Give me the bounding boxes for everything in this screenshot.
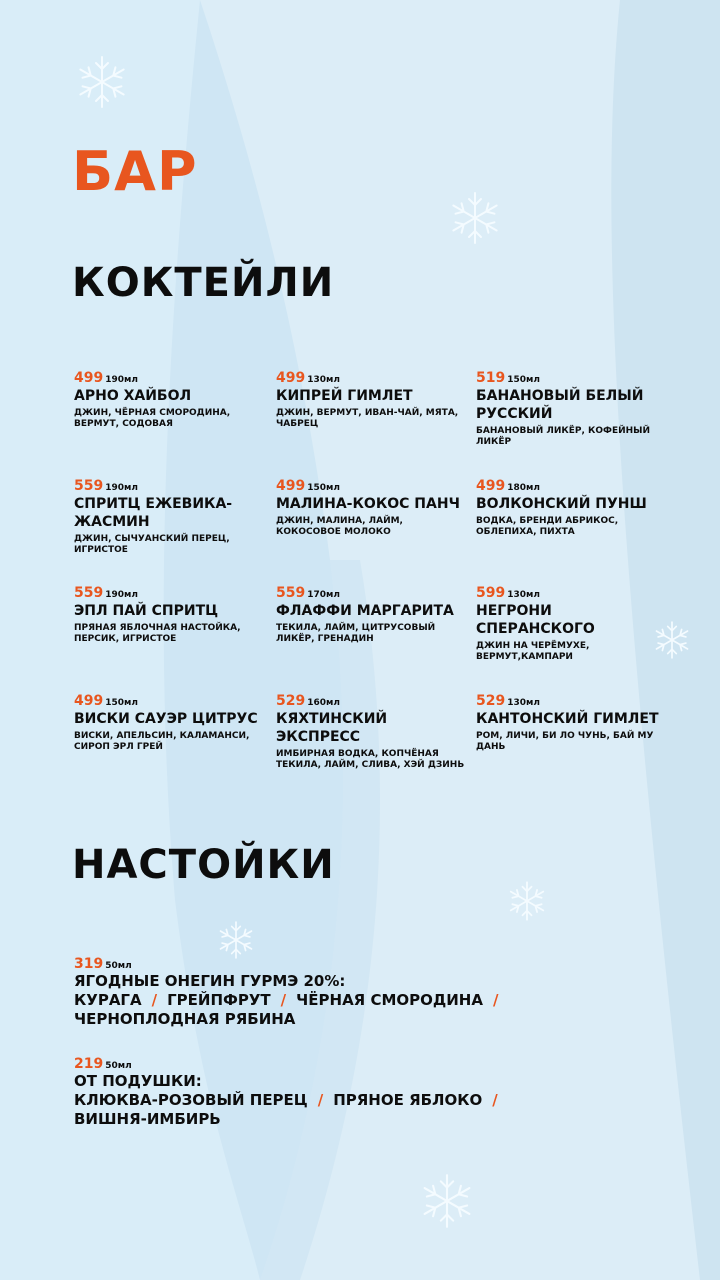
price-line	[276, 477, 466, 493]
tincture-name: ЯГОДНЫЕ ОНЕГИН ГУРМЭ 20%:	[74, 972, 346, 990]
flavor-separator: /	[492, 991, 499, 1009]
price: 559	[74, 478, 104, 494]
cocktail-item	[476, 477, 666, 538]
volume: 150мл	[307, 483, 340, 493]
snowflake-icon	[74, 54, 130, 110]
price-line	[74, 477, 264, 493]
price: 559	[276, 585, 306, 601]
price: 499	[74, 693, 104, 709]
price-line	[74, 584, 264, 600]
cocktail-item	[276, 584, 466, 645]
price-line	[74, 955, 544, 971]
volume: 130мл	[307, 375, 340, 385]
volume: 150мл	[105, 698, 138, 708]
cocktail-ingredients: ИМБИРНАЯ ВОДКА, КОПЧЁНАЯ ТЕКИЛА, ЛАЙМ, СЛИВА, ХЭЙ ДЗИНЬ	[276, 749, 465, 770]
snowflake-icon	[447, 190, 503, 246]
cocktail-item	[74, 369, 264, 430]
cocktail-item	[74, 584, 264, 645]
cocktail-ingredients: ДЖИН НА ЧЕРЁМУХЕ, ВЕРМУТ,КАМПАРИ	[476, 641, 590, 662]
price-line	[476, 369, 666, 385]
cocktail-item	[276, 692, 466, 771]
snowflake-icon	[506, 880, 548, 922]
cocktail-item	[276, 369, 466, 430]
price: 499	[276, 370, 306, 386]
volume: 50мл	[105, 961, 132, 971]
price-line	[276, 369, 466, 385]
cocktail-ingredients: ВОДКА, БРЕНДИ АБРИКОС, ОБЛЕПИХА, ПИХТА	[476, 516, 619, 537]
price: 559	[74, 585, 104, 601]
tincture-item	[74, 1055, 544, 1129]
cocktail-name: КАНТОНСКИЙ ГИМЛЕТ	[476, 711, 659, 727]
page-title: БАР	[72, 140, 198, 203]
cocktail-name: КИПРЕЙ ГИМЛЕТ	[276, 388, 413, 404]
price: 319	[74, 956, 104, 972]
cocktail-item	[476, 584, 666, 663]
tincture-flavor: КУРАГА	[74, 991, 142, 1009]
price-line	[74, 369, 264, 385]
cocktail-item	[476, 692, 666, 753]
price: 499	[276, 478, 306, 494]
volume: 160мл	[307, 698, 340, 708]
cocktail-item	[74, 692, 264, 753]
price-line	[74, 692, 264, 708]
cocktail-ingredients: ВИСКИ, АПЕЛЬСИН, КАЛАМАНСИ, СИРОП ЭРЛ ГРЕЙ	[74, 731, 250, 752]
price: 499	[74, 370, 104, 386]
cocktail-ingredients: ДЖИН, СЫЧУАНСКИЙ ПЕРЕЦ, ИГРИСТОЕ	[74, 534, 230, 555]
volume: 130мл	[507, 590, 540, 600]
cocktail-ingredients: ДЖИН, ВЕРМУТ, ИВАН-ЧАЙ, МЯТА, ЧАБРЕЦ	[276, 408, 459, 429]
cocktail-name: НЕГРОНИ СПЕРАНСКОГО	[476, 603, 595, 637]
cocktail-ingredients: ТЕКИЛА, ЛАЙМ, ЦИТРУСОВЫЙ ЛИКЁР, ГРЕНАДИН	[276, 623, 436, 644]
cocktail-name: ВИСКИ САУЭР ЦИТРУС	[74, 711, 258, 727]
volume: 50мл	[105, 1061, 132, 1071]
price: 599	[476, 585, 506, 601]
flavor-separator: /	[151, 991, 158, 1009]
cocktail-ingredients: РОМ, ЛИЧИ, БИ ЛО ЧУНЬ, БАЙ МУ ДАНЬ	[476, 731, 654, 752]
volume: 190мл	[105, 483, 138, 493]
snowflake-icon	[418, 1172, 476, 1230]
flavor-separator: /	[492, 1091, 498, 1109]
tincture-flavor: КЛЮКВА-РОЗОВЫЙ ПЕРЕЦ	[74, 1091, 308, 1109]
tincture-flavors	[74, 991, 544, 1029]
price-line	[276, 584, 466, 600]
volume: 180мл	[507, 483, 540, 493]
price-line	[476, 584, 666, 600]
price: 519	[476, 370, 506, 386]
volume: 130мл	[507, 698, 540, 708]
cocktail-name: КЯХТИНСКИЙ ЭКСПРЕСС	[276, 711, 388, 745]
cocktail-ingredients: ДЖИН, МАЛИНА, ЛАЙМ, КОКОСОВОЕ МОЛОКО	[276, 516, 403, 537]
price-line	[74, 1055, 544, 1071]
snowflake-icon	[216, 920, 256, 960]
cocktail-ingredients: БАНАНОВЫЙ ЛИКЁР, КОФЕЙНЫЙ ЛИКЁР	[476, 426, 651, 447]
cocktail-name: ЭПЛ ПАЙ СПРИТЦ	[74, 603, 219, 619]
cocktails-section-title: КОКТЕЙЛИ	[72, 260, 335, 306]
tincture-flavor: ЧЕРНОПЛОДНАЯ РЯБИНА	[74, 1010, 296, 1028]
flavor-separator: /	[317, 1091, 324, 1109]
flavor-separator: /	[280, 991, 287, 1009]
volume: 190мл	[105, 375, 138, 385]
cocktail-item	[276, 477, 466, 538]
cocktail-name: БАНАНОВЫЙ БЕЛЫЙ РУССКИЙ	[476, 388, 644, 422]
cocktail-name: ФЛАФФИ МАРГАРИТА	[276, 603, 454, 619]
price: 499	[476, 478, 506, 494]
volume: 170мл	[307, 590, 340, 600]
tincture-flavor: ВИШНЯ-ИМБИРЬ	[74, 1110, 221, 1128]
price: 219	[74, 1056, 104, 1072]
price-line	[476, 477, 666, 493]
tincture-flavor: ГРЕЙПФРУТ	[167, 991, 271, 1009]
tincture-flavor: ПРЯНОЕ ЯБЛОКО	[333, 1091, 483, 1109]
tinctures-section-title: НАСТОЙКИ	[72, 842, 335, 888]
price-line	[276, 692, 466, 708]
volume: 190мл	[105, 590, 138, 600]
price-line	[476, 692, 666, 708]
tincture-flavor: ЧЁРНАЯ СМОРОДИНА	[296, 991, 483, 1009]
cocktail-ingredients: ПРЯНАЯ ЯБЛОЧНАЯ НАСТОЙКА, ПЕРСИК, ИГРИСТОЕ	[74, 623, 241, 644]
cocktail-name: МАЛИНА-КОКОС ПАНЧ	[276, 496, 460, 512]
tincture-name: ОТ ПОДУШКИ:	[74, 1072, 202, 1090]
cocktail-item	[74, 477, 264, 556]
cocktail-ingredients: ДЖИН, ЧЁРНАЯ СМОРОДИНА, ВЕРМУТ, СОДОВАЯ	[74, 408, 231, 429]
tincture-flavors	[74, 1091, 544, 1129]
tincture-item	[74, 955, 544, 1029]
cocktail-name: СПРИТЦ ЕЖЕВИКА-ЖАСМИН	[74, 496, 233, 530]
cocktail-item	[476, 369, 666, 448]
price: 529	[276, 693, 306, 709]
cocktail-name: ВОЛКОНСКИЙ ПУНШ	[476, 496, 647, 512]
cocktail-name: АРНО ХАЙБОЛ	[74, 388, 192, 404]
price: 529	[476, 693, 506, 709]
volume: 150мл	[507, 375, 540, 385]
